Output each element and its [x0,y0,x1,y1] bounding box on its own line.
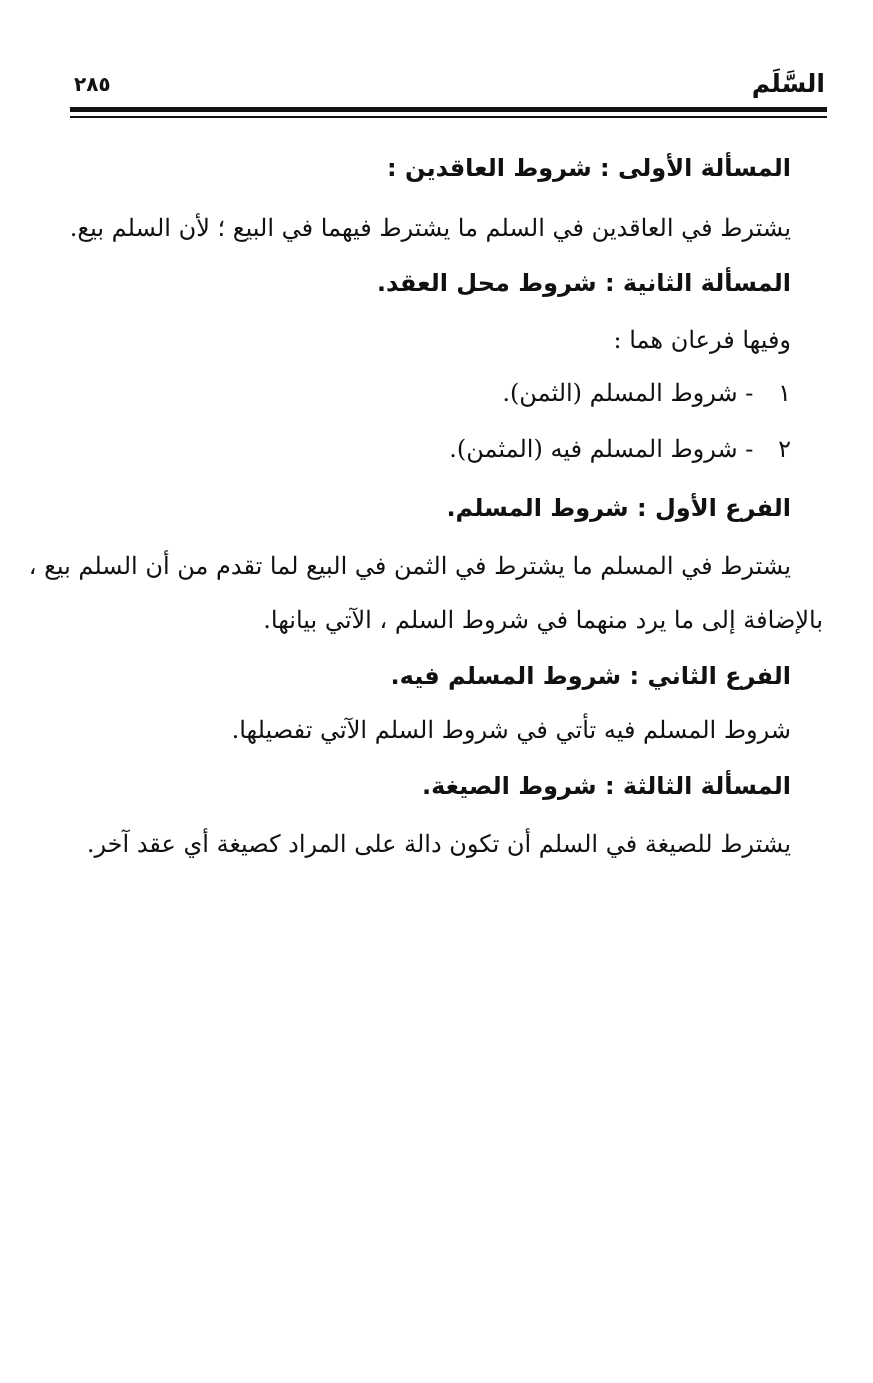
issue3-heading: المسألة الثالثة : شروط الصيغة. [421,772,791,800]
list-item-number: ١ [778,379,791,407]
page-number: ٢٨٥ [74,72,111,96]
running-title: السَّلَم [751,69,825,98]
branch1-text-line2: بالإضافة إلى ما يرد منهما في شروط السلم ، الآتي بيانها. [263,606,823,634]
list-item [71,429,791,469]
list-item-number: ٢ [778,435,791,463]
header-rule-thin [70,116,827,118]
branch1-heading: الفرع الأول : شروط المسلم. [446,494,791,522]
issue1-heading: المسألة الأولى : شروط العاقدين : [387,154,791,182]
header-rule-thick [70,107,827,112]
branch2-text: شروط المسلم فيه تأتي في شروط السلم الآتي تفصيلها. [231,716,791,744]
branch2-heading: الفرع الثاني : شروط المسلم فيه. [390,662,791,690]
issue2-heading: المسألة الثانية : شروط محل العقد. [376,269,791,297]
issue3-text: يشترط للصيغة في السلم أن تكون دالة على المراد كصيغة أي عقد آخر. [86,830,791,858]
issue2-intro: وفيها فرعان هما : [613,326,791,354]
page-header [70,66,825,102]
issue1-text: يشترط في العاقدين في السلم ما يشترط فيهما في البيع ؛ لأن السلم بيع. [69,214,791,242]
list-item [71,373,791,413]
list-item-text: - شروط المسلم فيه (المثمن). [449,435,754,463]
branch1-text-line1: يشترط في المسلم ما يشترط في الثمن في البيع لما تقدم من أن السلم بيع ، [28,552,791,580]
list-item-text: - شروط المسلم (الثمن). [502,379,754,407]
